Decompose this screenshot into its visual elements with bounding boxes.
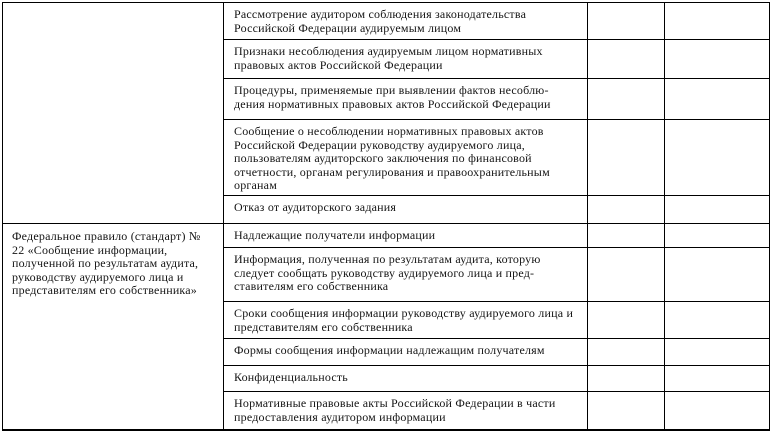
table-row xyxy=(3,3,770,40)
blank-cell-b xyxy=(665,196,770,224)
blank-cell-b xyxy=(665,392,770,430)
blank-cell-a xyxy=(588,366,665,392)
topic-cell: Конфиденциальность xyxy=(224,366,588,392)
blank-cell-b xyxy=(665,339,770,366)
topic-cell: Сроки сообщения информации руководству аудируемого лица и представителям его собственника xyxy=(224,302,588,339)
blank-cell-a xyxy=(588,339,665,366)
blank-cell-a xyxy=(588,40,665,79)
blank-cell-b xyxy=(665,248,770,302)
blank-cell-a xyxy=(588,79,665,120)
topic-cell: Нормативные правовые акты Российской Федерации в части предоставления аудитором информации xyxy=(224,392,588,430)
blank-cell-b xyxy=(665,366,770,392)
blank-cell-a xyxy=(588,224,665,248)
blank-cell-a xyxy=(588,3,665,40)
blank-cell-b xyxy=(665,302,770,339)
topic-cell: Формы сообщения информации надлежащим получателям xyxy=(224,339,588,366)
standard-name-cell: Федеральное правило (стандарт) № 22 «Сообщение информации, полученной по результатам аудита, руководству аудируемого лица и представителям его собственника» xyxy=(3,224,224,430)
blank-cell-a xyxy=(588,248,665,302)
topic-cell: Процедуры, применяемые при выявлении фактов несоблю-дения нормативных правовых актов Российской Федерации xyxy=(224,79,588,120)
blank-cell-b xyxy=(665,3,770,40)
blank-cell-b xyxy=(665,120,770,196)
topic-cell: Рассмотрение аудитором соблюдения законодательства Российской Федерации аудируемым лицом xyxy=(224,3,588,40)
blank-cell-a xyxy=(588,392,665,430)
topic-cell: Информация, полученная по результатам аудита, которую следует сообщать руководству аудируемого лица и пред-ставителям его собственника xyxy=(224,248,588,302)
blank-cell-b xyxy=(665,79,770,120)
blank-cell-a xyxy=(588,120,665,196)
blank-cell-b xyxy=(665,40,770,79)
topic-cell: Сообщение о несоблюдении нормативных правовых актов Российской Федерации руководству аудируемого лица, пользователям аудиторского заключения по финансовой отчетности, органам регулирования и правоохранительным органам xyxy=(224,120,588,196)
topic-cell: Признаки несоблюдения аудируемым лицом нормативных правовых актов Российской Федерации xyxy=(224,40,588,79)
topic-cell: Надлежащие получатели информации xyxy=(224,224,588,248)
blank-cell-a xyxy=(588,196,665,224)
table-row xyxy=(3,224,770,248)
blank-cell-a xyxy=(588,302,665,339)
topic-cell: Отказ от аудиторского задания xyxy=(224,196,588,224)
audit-standards-table xyxy=(2,2,770,431)
standard-name-cell xyxy=(3,3,224,224)
blank-cell-b xyxy=(665,224,770,248)
